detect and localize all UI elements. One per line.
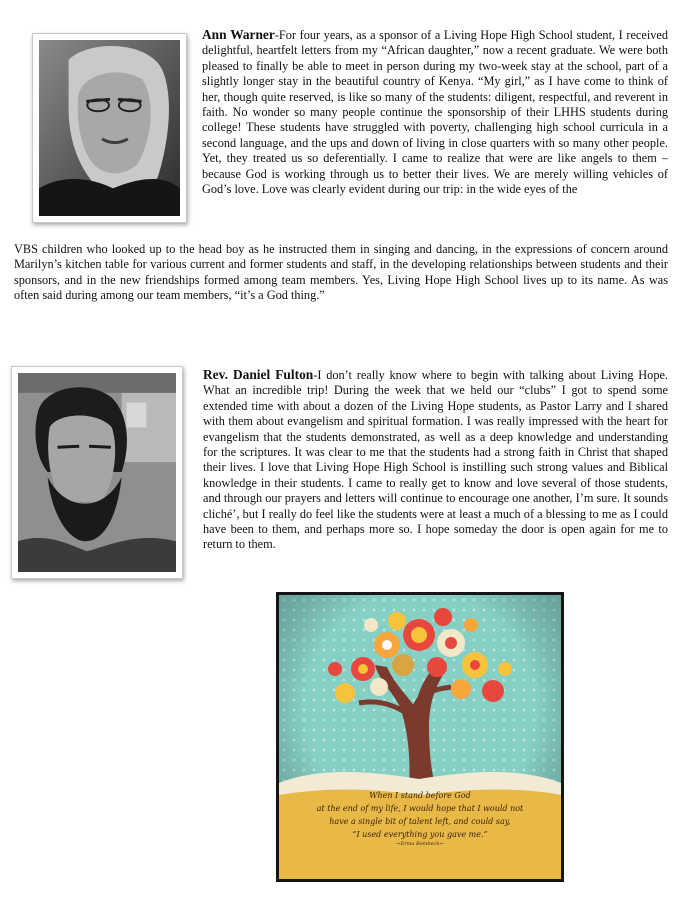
quote-line-3: have a single bit of talent left, and could say, [329, 817, 511, 826]
daniel-fulton-photo [11, 366, 183, 579]
quote-line-1: When I stand before God [369, 791, 471, 800]
ann-warner-testimonial-continued [14, 242, 668, 304]
ann-warner-testimonial [202, 27, 668, 197]
quote-tree-artwork [276, 592, 564, 882]
daniel-fulton-name: Rev. Daniel Fulton [203, 367, 314, 382]
daniel-fulton-text: -I don’t really know where to begin with talking about Living Hope. What an incredible trip! During the week that we held our “clubs” I got to spend some extended time with about a dozen of the Living Hope students, as Pastor Larry and I shared with them about evangelism and spiritual formation. I was really impressed with the heart for evangelism that the students demonstrated, as well as a deep knowledge and understanding for the scriptures. It was clear to me that the students had a strong faith in Christ that shaped their lives. I love that Living Hope High School is instilling such strong values and Biblical knowledge in their students. I came to really get to know and love several of those students, and through our prayers and letters will continue to encourage one another, I’m sure. It sounds cliché’, but I really do feel like the students were at least a much of a blessing to me as I could have been to them, and perhaps more so. I hope someday the door is open again for me to return to them. [203, 368, 668, 552]
ann-warner-text-bottom: VBS children who looked up to the head boy as he instructed them in singing and dancing, in the expressions of concern around Marilyn’s kitchen table for various current and former students and staff, in the developing relationships between students and their sponsors, and in the new friendships formed among team members. Yes, Living Hope High School lives up to its name. As was often said during among our team members, “it’s a God thing.” [14, 242, 668, 303]
quote-text [279, 789, 561, 848]
daniel-fulton-testimonial [203, 367, 668, 553]
ann-portrait-image [39, 40, 180, 216]
ann-warner-text-top: -For four years, as a sponsor of a Living Hope High School student, I received delightful, heartfelt letters from my “African daughter,” now a recent graduate. We were both pleased to finally be able to meet in person during my two-week stay at the school, part of a slightly longer stay in the beautiful country of Kenya. “My girl,” as I have come to think of her, though quite reserved, is like so many of the students: diligent, respectful, and reverent in faith. No wonder so many people continue the sponsorship of their LHHS students during college! These students have struggled with poverty, challenging high school curricula in a second language, and the ups and down of living in close quarters with so many other people. Yet, they treated us so deferentially. I came to realize that were are like angels to them – because God is working through us to better their lives. We are merely willing vehicles of God’s love. Love was clearly evident during our trip: in the wide eyes of the [202, 28, 668, 197]
quote-line-2: at the end of my life, I would hope that I would not [316, 804, 524, 813]
daniel-portrait-image [18, 373, 176, 572]
quote-attribution: ~Erma Bombeck~ [396, 841, 444, 847]
quote-line-4: “I used everything you gave me.” [352, 830, 488, 839]
ann-warner-photo [32, 33, 187, 223]
ann-warner-name: Ann Warner [202, 27, 275, 42]
